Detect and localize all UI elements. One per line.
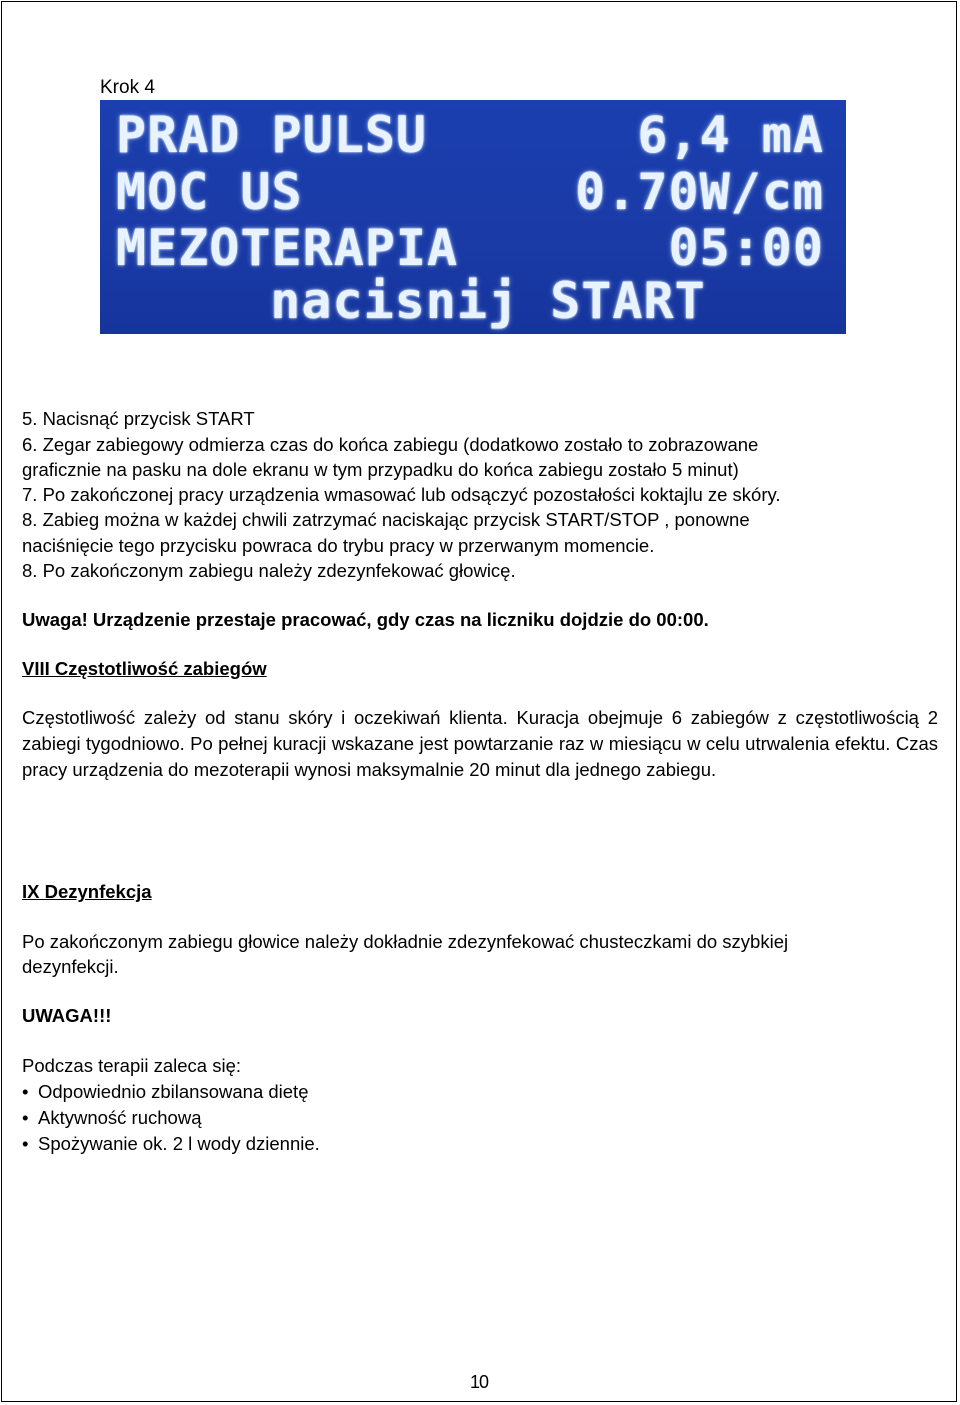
list-item-text: Odpowiednio zbilansowana dietę [38, 1081, 309, 1102]
step-7: 7. Po zakończonej pracy urządzenia wmasować lub odsączyć pozostałości koktajlu ze skóry. [22, 484, 781, 505]
step-8-line1: 8. Zabieg można w każdej chwili zatrzymać naciskając przycisk START/STOP , ponowne [22, 509, 750, 530]
display-row-us-power [116, 163, 824, 221]
list-item [22, 1079, 309, 1105]
display-value-us-power: 0.70W/cm [575, 163, 824, 221]
list-item-text: Aktywność ruchową [38, 1107, 202, 1128]
section-ix-body-line2: dezynfekcji. [22, 956, 119, 977]
section-ix-body-line1: Po zakończonym zabiegu głowice należy dokładnie zdezynfekować chusteczkami do szybkiej [22, 931, 789, 952]
device-display-photo [100, 100, 846, 334]
step-5: 5. Nacisnąć przycisk START [22, 408, 255, 429]
step-8-line2: naciśnięcie tego przycisku powraca do trybu pracy w przerwanym momencie. [22, 535, 655, 556]
step-8b: 8. Po zakończonym zabiegu należy zdezynfekować głowicę. [22, 560, 516, 581]
warning-note: Uwaga! Urządzenie przestaje pracować, gdy czas na liczniku dojdzie do 00:00. [22, 609, 709, 630]
step-6-line2: graficznie na pasku na dole ekranu w tym przypadku do końca zabiegu zostało 5 minut) [22, 459, 739, 480]
step-heading: Krok 4 [100, 77, 155, 98]
list-item [22, 1105, 201, 1131]
list-item [22, 1131, 320, 1157]
display-row-prompt [140, 272, 836, 330]
display-label-us-power: MOC US [116, 163, 303, 221]
list-item-text: Spożywanie ok. 2 l wody dziennie. [38, 1133, 320, 1154]
page-number: 10 [470, 1372, 489, 1392]
display-label-pulse-current: PRAD PULSU [116, 106, 428, 164]
therapy-intro: Podczas terapii zaleca się: [22, 1055, 242, 1076]
section-viii-paragraph: Częstotliwość zależy od stanu skóry i oczekiwań klienta. Kuracja obejmuje 6 zabiegów z częstotliwością 2 zabiegi tygodniowo. Po pełnej kuracji wskazane jest powtarzanie raz w miesiącu w celu utrwalenia efektu. Czas pracy urządzenia do mezoterapii wynosi maksymalnie 20 minut dla jednego zabiegu. [22, 707, 938, 780]
bullet-icon: • [22, 1081, 29, 1102]
display-label-mode: MEZOTERAPIA [116, 219, 459, 277]
display-value-pulse-current: 6,4 mA [637, 106, 824, 164]
bullet-icon: • [22, 1107, 29, 1128]
display-row-pulse-current [116, 106, 824, 164]
display-prompt: nacisnij START [270, 272, 706, 330]
section-ix-title: IX Dezynfekcja [22, 881, 152, 902]
display-value-timer: 05:00 [668, 219, 824, 277]
step-6-line1: 6. Zegar zabiegowy odmierza czas do końca zabiegu (dodatkowo zostało to zobrazowane [22, 434, 759, 455]
section-viii-title: VIII Częstotliwość zabiegów [22, 658, 267, 679]
display-row-mode [116, 219, 824, 277]
bullet-icon: • [22, 1133, 29, 1154]
caution-heading: UWAGA!!! [22, 1005, 112, 1026]
section-viii-body [22, 705, 938, 783]
